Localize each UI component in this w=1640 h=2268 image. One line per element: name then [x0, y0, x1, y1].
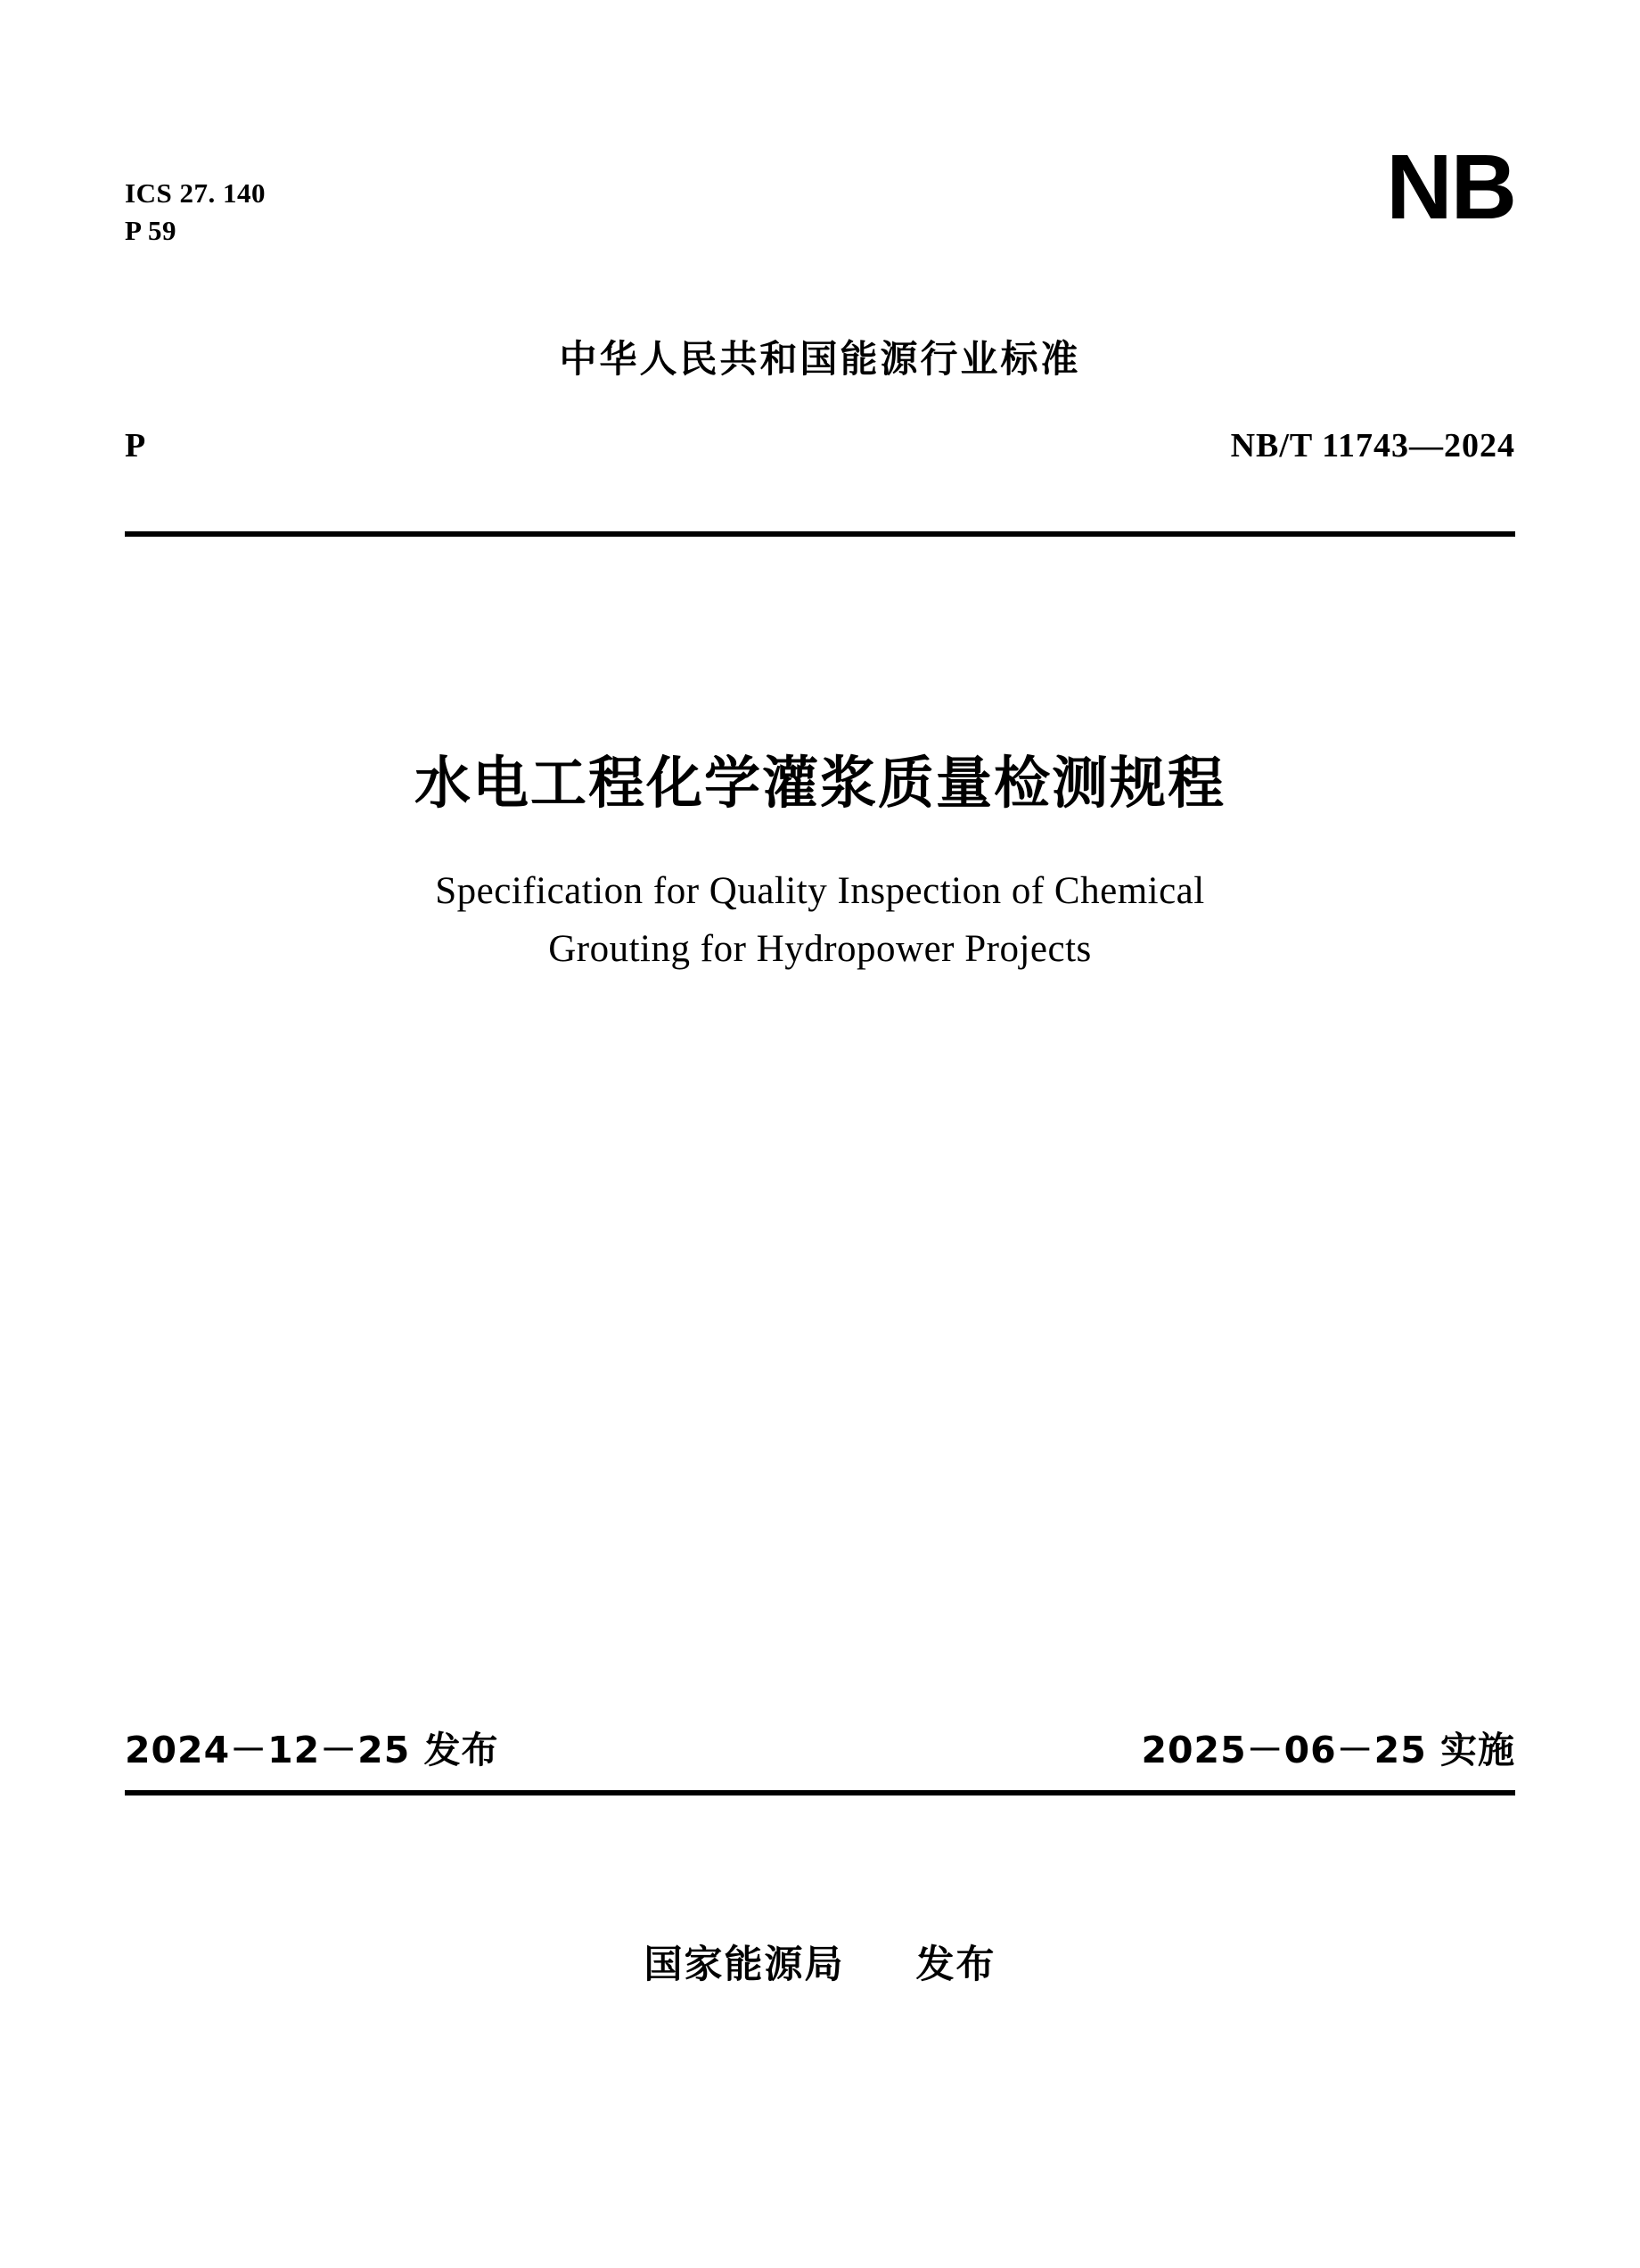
publisher-line: [0, 1935, 1640, 1989]
effective-date: 2025－06－25 实施: [1141, 1729, 1515, 1771]
standard-organization-title: 中华人民共和国能源行业标准: [559, 337, 1081, 381]
issue-date: 2024－12－25 发布: [125, 1729, 499, 1771]
nb-logo: NB: [1386, 136, 1515, 238]
footer-divider: [125, 1790, 1515, 1796]
publisher-action: 发布: [915, 1943, 996, 1987]
document-title-chinese: 水电工程化学灌浆质量检测规程: [414, 751, 1226, 816]
classification-letter: P: [125, 427, 146, 464]
document-title-english-line1: Specification for Quality Inspection of Chemical: [435, 870, 1205, 912]
document-title-english-line2: Grouting for Hydropower Projects: [548, 927, 1092, 970]
standard-code-row: [125, 426, 1515, 469]
header-divider: [125, 531, 1515, 537]
dates-row: [125, 1721, 1515, 1776]
document-title-english: [214, 863, 1426, 978]
ics-classification: [125, 175, 266, 250]
ccs-number: P 59: [125, 214, 176, 246]
ics-number: ICS 27. 140: [125, 177, 266, 209]
publisher-name: 国家能源局: [644, 1943, 845, 1987]
standard-number: NB/T 11743—2024: [1230, 427, 1515, 464]
